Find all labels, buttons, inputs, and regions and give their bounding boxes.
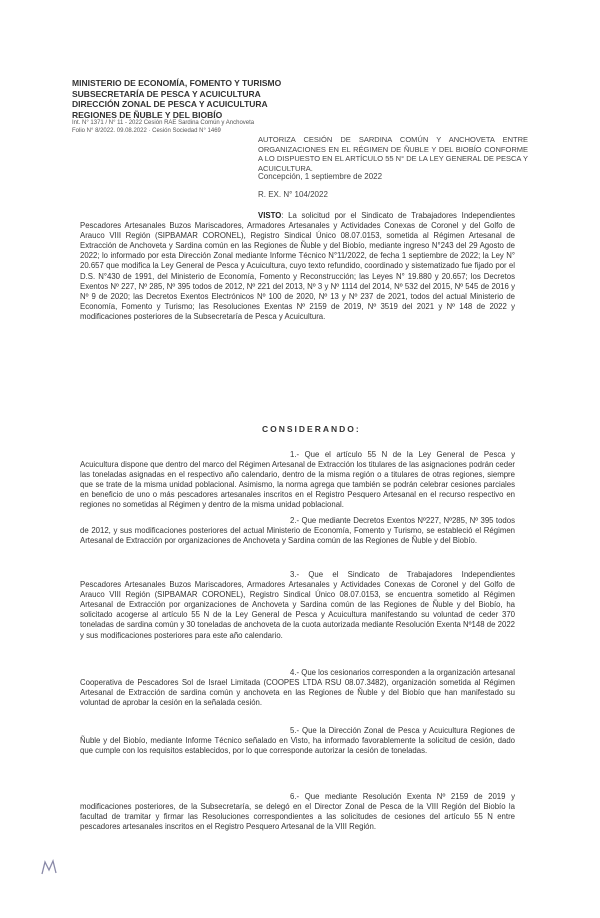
visto-text: : La solicitud por el Sindicato de Trabajadores Independientes Pescadores Artesanales Buzos Mariscadores, Armadores Artesanales y Actividades Conexas de Coronel y del Golfo de Arauco VIII Región (SIPBAMAR CORONEL), Registro Sindical Único 08.07.0153, sometida al Régimen Artesanal de Extracción de Anchoveta y Sardina común en las Regiones de Ñuble y del Biobío, mediante ingreso N°243 del 29 Agosto de 2022; lo informado por esta Dirección Zonal mediante Informe Técnico N°11/2022, de fecha 1 septiembre de 2022; la Ley N° 20.657 que modifica la Ley General de Pesca y Acuicultura, cuyo texto refundido, coordinado y sistematizado fue fijado por el D.S. N°430 de 1991, del Ministerio de Economía, Fomento y Reconstrucción; las Leyes N° 19.880 y 20.657; los Decretos Exentos Nº 227, Nº 285, Nº 395 todos de 2012, Nº 221 del 2013, Nº 3 y Nº 1114 del 2014, Nº 532 del 2015, Nº 545 de 2016 y Nº 9 de 2020; las Decretos Exentos Electrónicos Nº 100 de 2020, Nº 13 y Nº 237 de 2021, todos del actual Ministerio de Economía, Fomento y Turismo; las Resoluciones Exentas Nº 2159 de 2019, Nº 3519 del 2021 y Nº 148 de 2022 y modificaciones posteriores de la Subsecretaría de Pesca y Acuicultura. xyxy=(80,211,515,321)
zonal-direction-name: DIRECCIÓN ZONAL DE PESCA Y ACUICULTURA xyxy=(72,99,268,109)
letterhead xyxy=(72,78,322,135)
reference-line-1: Int. N° 1371 / N° 11 - 2022 Cesión RAE Sardina Común y Anchoveta xyxy=(72,120,255,126)
considerando-paragraph-1: 1.- Que el artículo 55 N de la Ley General de Pesca y Acuicultura dispone que dentro del marco del Régimen Artesanal de Extracción los titulares de las asignaciones podrán ceder las toneladas asignadas en el respectivo año calendario, dentro de la misma región o a titulares de otras regiones, siempre que se trate de la misma unidad poblacional. Asimismo, la norma agrega que también se podrán celebrar cesiones parciales en beneficio de uno o más pescadores artesanales inscritos en el Registro Pesquero Artesanal en el recurso respectivo en regiones no sometidas al Régimen y dentro de la misma unidad poblacional. xyxy=(80,450,515,510)
handwritten-initial-mark xyxy=(40,858,62,876)
considerando-paragraph-4: 4.- Que los cesionarios corresponden a la organización artesanal Cooperativa de Pescadores Sol de Israel Limitada (COOPES LTDA RSU 08.07.3482), organización sometida al Régimen Artesanal de Extracción de sardina común y anchoveta en las Regiones de Ñuble y del Biobío que han manifestado su voluntad de aprobar la cesión en la señalada cesión. xyxy=(80,668,515,708)
regions-name: REGIONES DE ÑUBLE Y DEL BIOBÍO xyxy=(72,109,223,120)
subsecretary-name: SUBSECRETARÍA DE PESCA Y ACUICULTURA xyxy=(72,88,261,99)
ministry-name: MINISTERIO DE ECONOMÍA, FOMENTO Y TURISMO xyxy=(72,78,282,88)
considerando-paragraph-6: 6.- Que mediante Resolución Exenta Nº 2159 de 2019 y modificaciones posteriores, de la Subsecretaría, se delegó en el Director Zonal de Pesca de la VIII Región del Biobío la facultad de tramitar y firmar las Resoluciones correspondientes a las solicitudes de cesiones del artículo 55 N entre pescadores artesanales inscritos en el Registro Pesquero Artesanal de la VIII Región. xyxy=(80,792,515,832)
resolution-number: R. EX. N° 104/2022 xyxy=(258,190,328,199)
date-line: Concepción, 1 septiembre de 2022 xyxy=(258,172,383,181)
reference-line-2: Folio N° 8/2022. 09.08.2022 · Cesión Sociedad N° 1469 xyxy=(72,127,221,134)
considerando-paragraph-2: 2.- Que mediante Decretos Exentos Nº227, Nº285, Nº 395 todos de 2012, y sus modificaciones posteriores del actual Ministerio de Economía, Fomento y Turismo, se estableció el Régimen Artesanal de Extracción por organizaciones de Anchoveta y Sardina común de las Regiones de Ñuble y del Biobío. xyxy=(80,516,515,546)
considerando-paragraph-5: 5.- Que la Dirección Zonal de Pesca y Acuicultura Regiones de Ñuble y del Biobío, mediante Informe Técnico señalado en Visto, ha informado favorablemente la solicitud de cesión, dado que cumple con los requisitos establecidos, por lo que corresponde autorizar la cesión de toneladas. xyxy=(80,726,515,756)
resolution-subject: AUTORIZA CESIÓN DE SARDINA COMÚN Y ANCHOVETA ENTRE ORGANIZACIONES EN EL RÉGIMEN DE ÑUBLE Y DEL BIOBÍO CONFORME A LO DISPUESTO EN EL ARTÍCULO 55 N° DE LA LEY GENERAL DE PESCA Y ACUICULTURA. xyxy=(258,135,528,173)
visto-paragraph xyxy=(80,211,515,322)
considerando-paragraph-3: 3.- Que el Sindicato de Trabajadores Independientes Pescadores Artesanales Buzos Mariscadores, Armadores Artesanales y Actividades Conexas de Coronel y del Golfo de Arauco VIII Región (SIPBAMAR CORONEL), Registro Sindical Único 08.07.0153, se encuentra sometido al Régimen Artesanal de Extracción por organizaciones de Anchoveta y Sardina común de las Regiones de Ñuble y del Biobío, ha solicitado acogerse al artículo 55 N de la Ley General de Pesca y Acuicultura manifestando su voluntad de ceder 370 toneladas de sardina común y 30 toneladas de anchoveta de la cuota autorizada mediante Resolución Exenta Nº148 de 2022 y sus modificaciones posteriores para este año calendario. xyxy=(80,570,515,640)
visto-label: VISTO xyxy=(258,211,282,220)
considerando-heading: CONSIDERANDO: xyxy=(262,424,361,434)
